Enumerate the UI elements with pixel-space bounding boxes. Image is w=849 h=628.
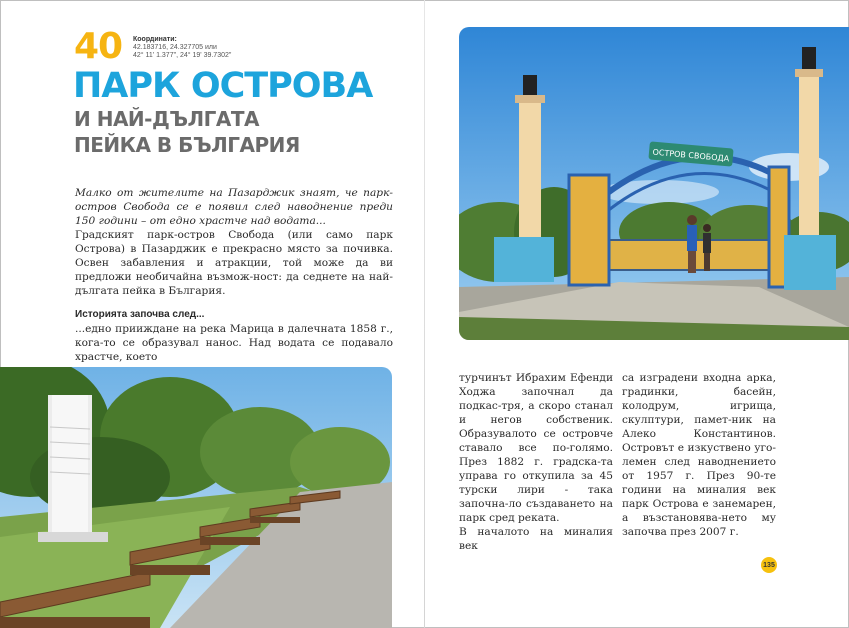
- book-spine: [424, 0, 425, 628]
- article-column-2: [459, 371, 613, 553]
- page-title: ПАРК ОСТРОВА: [73, 66, 373, 106]
- intro-paragraph: Малко от жителите на Пазарджик знаят, че парк-остров Свобода се е появил след наводнение преди 150 години – от едно храстче над водата...: [75, 187, 393, 227]
- park-bench-photo: [0, 367, 392, 628]
- entry-number: 40: [74, 26, 123, 67]
- gate-sign: ОСТРОВ СВОБОДА: [652, 147, 730, 164]
- section-subheading: Историята започва след...: [75, 309, 205, 320]
- body-paragraph-1: Градският парк-остров Свобода (или само парк Острова) в Пазарджик е прекрасно място за почивка. Освен забавления и атракции, той може да ви предложи необичайна възмож-ност: да седнете на най-дългата пейка в България.: [75, 229, 393, 297]
- body-paragraph-3: турчинът Ибрахим Ефенди Ходжа започнал да подкас-тря, а скоро станал и негов собственик. Образувалото се островче ставало все по-голямо. През 1882 г. градска-та управа го откупила за 45 турски лири - така започна-ло създаването на парк сред реката.: [459, 372, 613, 524]
- coordinates-label: Координати:: [133, 36, 177, 43]
- coordinates: [133, 36, 231, 60]
- body-paragraph-4: В началото на миналия век: [459, 526, 613, 552]
- park-gate-photo: [459, 27, 849, 340]
- body-paragraph-5: са изградени входна арка, градинки, басейн, колодрум, игрища, скулптури, памет-ник на Алеко Константинов. Островът е изкуствено уго-лемен след наводнението от 1957 г. През 90-те години на миналия век парк Острова е занемарен, а възстановява-нето му започва през 2007 г.: [622, 372, 776, 538]
- page-subtitle: [74, 106, 300, 158]
- subtitle-line-1: И НАЙ-ДЪЛГАТА: [74, 107, 260, 131]
- coordinates-decimal: 42.183716, 24.327705 или: [133, 44, 217, 51]
- article-column-1: [75, 186, 393, 364]
- page-number-badge: 135: [761, 557, 777, 573]
- subtitle-line-2: ПЕЙКА В БЪЛГАРИЯ: [74, 133, 300, 157]
- park-gate-illustration: [459, 27, 849, 340]
- coordinates-dms: 42° 11' 1.377", 24° 19' 39.7302": [133, 52, 232, 59]
- article-column-3: [622, 371, 776, 539]
- body-paragraph-2: ...едно прииждане на река Марица в далечната 1858 г., кога-то се образувал нанос. Над водата се подавало храстче, което: [75, 323, 393, 363]
- longest-bench-illustration: [0, 367, 392, 628]
